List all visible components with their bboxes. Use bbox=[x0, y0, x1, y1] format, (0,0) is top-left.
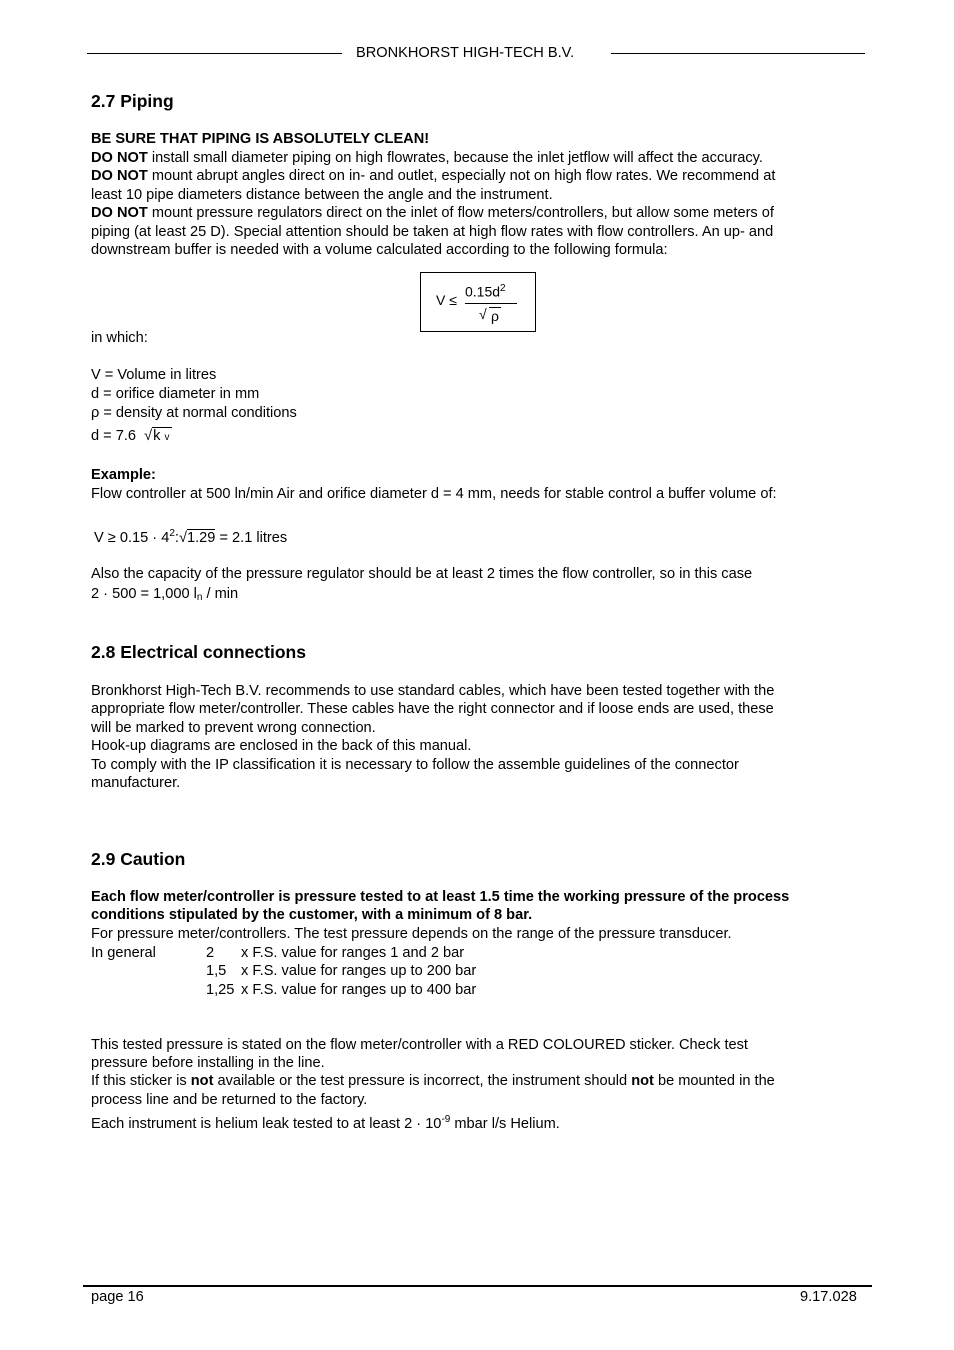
electrical-line: Hook-up diagrams are enclosed in the back of this manual. bbox=[91, 738, 472, 754]
buffer-volume-formula bbox=[420, 272, 536, 332]
piping-warning: BE SURE THAT PIPING IS ABSOLUTELY CLEAN! bbox=[91, 131, 430, 147]
sticker-line-1: This tested pressure is stated on the flow meter/controller with a RED COLOURED sticker. Check test bbox=[91, 1037, 748, 1053]
test-factor: 2 bbox=[206, 945, 215, 961]
sqrt-sign: √ bbox=[479, 306, 487, 322]
fraction-bar bbox=[465, 303, 517, 304]
header-company: BRONKHORST HIGH-TECH B.V. bbox=[356, 45, 575, 61]
def-volume: V = Volume in litres bbox=[91, 367, 217, 383]
do-not-label: DO NOT bbox=[91, 150, 148, 166]
piping-para-1: DO NOT install small diameter piping on high flowrates, because the inlet jetflow will affect the accuracy. bbox=[91, 150, 763, 166]
example-calc: $V \ge 0.15 \cdot 4^2:√1.29 = 2.1$ litres bbox=[94, 528, 288, 546]
piping-para-2-line2: least 10 pipe diameters distance between the angle and the instrument. bbox=[91, 187, 553, 203]
def-diameter: d = orifice diameter in mm bbox=[91, 386, 260, 402]
formula-denominator: ρ bbox=[491, 308, 499, 324]
section-title-piping: 2.7 Piping bbox=[91, 91, 174, 111]
header-rule-right bbox=[611, 53, 865, 54]
piping-para-3-line2: piping (at least 25 D). Special attention should be taken at high flow rates with flow controllers. An up- and bbox=[91, 224, 774, 240]
footer-page-number: page 16 bbox=[91, 1289, 144, 1305]
test-factor-text: x F.S. value for ranges 1 and 2 bar bbox=[241, 945, 465, 961]
in-which: in which: bbox=[91, 330, 148, 346]
capacity-line-2: 2 · 500 = 1,000 ln / min bbox=[91, 586, 239, 603]
electrical-line: Bronkhorst High-Tech B.V. recommends to use standard cables, which have been tested together with the bbox=[91, 683, 775, 699]
def-d-kv: d = 7.6 √k v bbox=[91, 427, 172, 447]
do-not-label: DO NOT bbox=[91, 205, 148, 221]
piping-para-3-line3: downstream buffer is needed with a volume calculated according to the following formula: bbox=[91, 242, 668, 258]
caution-pm-line: For pressure meter/controllers. The test pressure depends on the range of the pressure transducer. bbox=[91, 926, 732, 942]
test-factor: 1,25 bbox=[206, 982, 235, 998]
capacity-line-1: Also the capacity of the pressure regulator should be at least 2 times the flow controller, so in this case bbox=[91, 566, 753, 582]
if-sticker-line: If this sticker is not available or the test pressure is incorrect, the instrument should not be mounted in the bbox=[91, 1073, 775, 1089]
piping-para-2: DO NOT mount abrupt angles direct on in- and outlet, especially not on high flow rates. We recommend at bbox=[91, 168, 776, 184]
helium-leak-line: Each instrument is helium leak tested to at least $2 \cdot 10^{-9}$ mbar l/s Helium. bbox=[91, 1114, 560, 1132]
if-sticker-line-2: process line and be returned to the factory. bbox=[91, 1092, 368, 1108]
test-factor: 1,5 bbox=[206, 963, 227, 979]
electrical-line: will be marked to prevent wrong connection. bbox=[91, 720, 376, 736]
test-factor-text: x F.S. value for ranges up to 200 bar bbox=[241, 963, 477, 979]
formula-lhs: V ≤ bbox=[436, 292, 457, 308]
footer-rule bbox=[83, 1285, 872, 1287]
sticker-line-2: pressure before installing in the line. bbox=[91, 1055, 325, 1071]
footer-doc-number: 9.17.028 bbox=[800, 1289, 857, 1305]
header-rule-left bbox=[87, 53, 342, 54]
caution-bold-1: Each flow meter/controller is pressure tested to at least 1.5 time the working pressure of the process bbox=[91, 889, 790, 905]
electrical-line: To comply with the IP classification it is necessary to follow the assemble guidelines of the connector bbox=[91, 757, 739, 773]
example-label: Example: bbox=[91, 467, 156, 483]
section-title-caution: 2.9 Caution bbox=[91, 849, 186, 869]
section-title-electrical: 2.8 Electrical connections bbox=[91, 642, 306, 662]
test-factor-text: x F.S. value for ranges up to 400 bar bbox=[241, 982, 477, 998]
example-text: Flow controller at 500 ln/min Air and orifice diameter d = 4 mm, needs for stable control a buffer volume of: bbox=[91, 486, 777, 502]
def-density: ρ = density at normal conditions bbox=[91, 405, 297, 421]
formula-numerator: $0.15d^2$ bbox=[465, 283, 506, 300]
caution-bold-2: conditions stipulated by the customer, with a minimum of 8 bar. bbox=[91, 907, 533, 923]
do-not-label: DO NOT bbox=[91, 168, 148, 184]
electrical-line: appropriate flow meter/controller. These cables have the right connector and if loose ends are used, these bbox=[91, 701, 774, 717]
piping-para-3: DO NOT mount pressure regulators direct on the inlet of flow meters/controllers, but allow some meters of bbox=[91, 205, 774, 221]
in-general-label: In general bbox=[91, 945, 156, 961]
electrical-line: manufacturer. bbox=[91, 775, 181, 791]
